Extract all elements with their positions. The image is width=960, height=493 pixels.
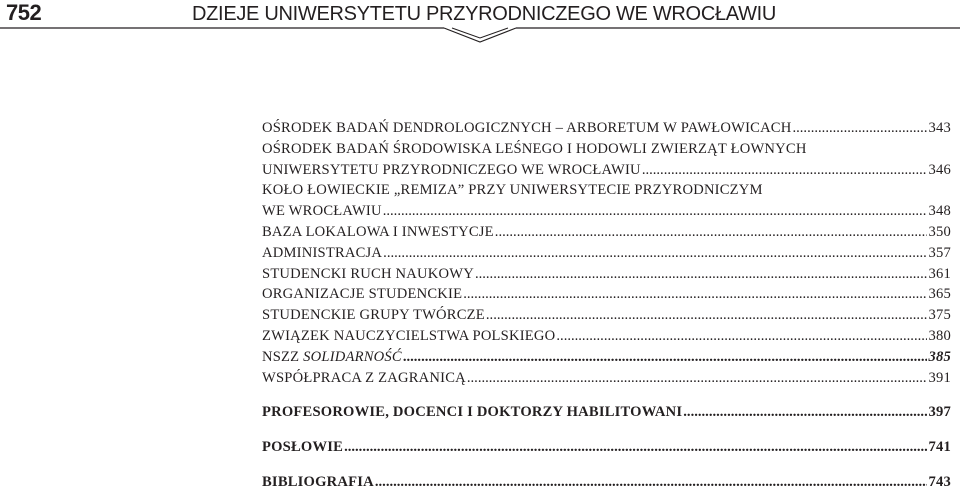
toc-entry-page: 380 <box>928 327 951 344</box>
toc-entry <box>262 326 951 347</box>
toc-entry-page: 348 <box>928 203 951 220</box>
toc-entry-page: 361 <box>928 265 951 282</box>
toc-spacer <box>262 458 951 472</box>
toc-entry <box>262 160 951 181</box>
toc-entry-title: PROFESOROWIE, DOCENCI I DOKTORZY HABILITOWANI <box>262 404 683 421</box>
toc-leader-dots <box>467 368 927 389</box>
toc-entry-page: 365 <box>928 286 951 303</box>
toc-entry-title-prefix: NSZZ <box>262 348 304 365</box>
toc-entry-page: 375 <box>928 307 951 324</box>
toc-entry-title: UNIWERSYTETU PRZYRODNICZEGO WE WROCŁAWIU <box>262 161 641 178</box>
toc-leader-dots <box>344 437 926 458</box>
toc-leader-dots <box>375 472 927 493</box>
toc-entry-title: WSPÓŁPRACA Z ZAGRANICĄ <box>262 369 466 386</box>
toc-entry-page: 397 <box>928 404 951 421</box>
toc-leader-dots <box>486 305 927 326</box>
toc-entry-page: 357 <box>928 244 951 261</box>
toc-entry <box>262 305 951 326</box>
header-rule-ornament <box>0 26 960 48</box>
running-title: DZIEJE UNIWERSYTETU PRZYRODNICZEGO WE WROCŁAWIU <box>192 3 777 25</box>
toc-leader-dots <box>475 264 927 285</box>
toc-chapter-entry <box>262 402 951 423</box>
toc-entry-title: OŚRODEK BADAŃ DENDROLOGICZNYCH – ARBORETUM W PAWŁOWICACH <box>262 120 792 136</box>
toc-spacer <box>262 388 951 402</box>
toc-entry <box>262 222 951 243</box>
toc-leader-dots <box>792 118 926 139</box>
toc-leader-dots <box>556 326 926 347</box>
toc-entry-page: 343 <box>928 120 951 136</box>
toc-entry <box>262 201 951 222</box>
table-of-contents <box>262 118 951 493</box>
toc-leader-dots <box>383 243 926 264</box>
toc-entry <box>262 347 951 368</box>
toc-leader-dots <box>642 160 927 181</box>
page-number: 752 <box>6 0 42 25</box>
toc-entry-title: STUDENCKIE GRUPY TWÓRCZE <box>262 307 485 324</box>
toc-entry-title: POSŁOWIE <box>262 439 344 456</box>
toc-entry <box>262 264 951 285</box>
toc-entry-page: 350 <box>928 223 951 240</box>
toc-entry-title <box>262 347 402 368</box>
toc-entry-page: 385 <box>928 348 951 365</box>
toc-entry-title: BIBLIOGRAFIA <box>262 473 374 490</box>
toc-entry-page: 743 <box>928 473 951 490</box>
toc-entry-title: ORGANIZACJE STUDENCKIE <box>262 286 463 303</box>
toc-entry-page: 346 <box>928 161 951 178</box>
toc-entry <box>262 284 951 305</box>
toc-entry-page: 741 <box>928 439 951 456</box>
toc-entry <box>262 243 951 264</box>
toc-entry-title: ZWIĄZEK NAUCZYCIELSTWA POLSKIEGO <box>262 327 556 344</box>
toc-entry-title: WE WROCŁAWIU <box>262 203 382 220</box>
toc-leader-dots <box>403 347 927 368</box>
running-header <box>0 0 960 48</box>
toc-entry-title-italic: SOLIDARNOŚĆ <box>303 348 402 365</box>
toc-entry <box>262 118 951 139</box>
toc-leader-dots <box>463 284 926 305</box>
toc-entry <box>262 368 951 389</box>
toc-entry-page: 391 <box>928 369 951 386</box>
toc-entry-title-line: KOŁO ŁOWIECKIE „REMIZA” PRZY UNIWERSYTECIE PRZYRODNICZYM <box>262 182 763 199</box>
toc-chapter-entry <box>262 472 951 493</box>
toc-entry-title: ADMINISTRACJA <box>262 244 383 261</box>
toc-entry-title: STUDENCKI RUCH NAUKOWY <box>262 265 474 282</box>
toc-leader-dots <box>495 222 927 243</box>
toc-entry-title: BAZA LOKALOWA I INWESTYCJE <box>262 223 494 240</box>
toc-spacer <box>262 423 951 437</box>
toc-leader-dots <box>683 402 926 423</box>
toc-chapter-entry <box>262 437 951 458</box>
toc-leader-dots <box>383 201 927 222</box>
toc-entry-title-line: OŚRODEK BADAŃ ŚRODOWISKA LEŚNEGO I HODOWLI ZWIERZĄT ŁOWNYCH <box>262 140 807 157</box>
